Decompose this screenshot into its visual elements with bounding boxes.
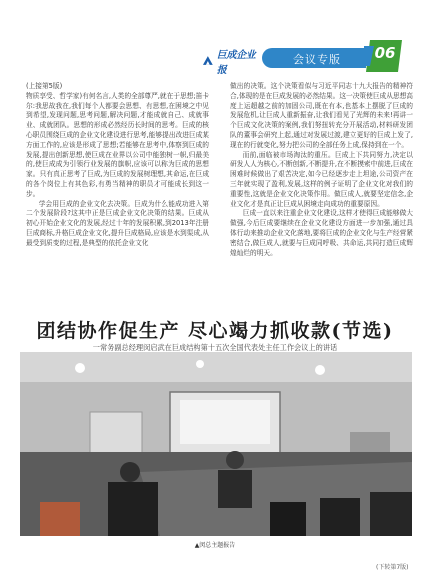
- publication-logo: [202, 50, 264, 76]
- logo-text: 巨成企业报: [216, 50, 256, 76]
- logo-icon: [202, 55, 214, 67]
- paragraph: 做出的决策。这个决策看似与习近平同志十九大报告的精神符合,体现的是在巨成发展的必然结果。这一决策使巨成从思想高度上运超越之前的加固公司,既在有本,也基本上摆脱了巨成的发展危机,让巨成人重新振奋,让我们看见了光辉的未来!再讲一个巨成文化决策的案例,我们努扭转充分开展活动,材料研发团队的董事会研究上起,通过对发展过渡,建立更好的巨成上发了,现在的行就变化,努力把公司的全部任务上成,保持到在一个。: [230, 82, 413, 149]
- meeting-photo: [20, 352, 412, 536]
- paragraph: 物质享受、哲学家)有何名言,人类的全部尊严,就在于思想;笛卡尔:我思故我在,我们每个人都要会思想、有思想,在困境之中见到希望,发现问题,思考问题,解决问题,才能成就自己、成就事业、成就团队。思想的形成必然经历长时间的思考。巨成的核心职员围绕巨成的企业文化建设进行思考,能够提出改进巨成某方面工作的,应该是形成了思想;若能够在思考中,体察到巨成的发展,提出创新思想,使巨成在业界以公司中能独树一帜,归最美的,使巨成成为引领行业发展的旗帜,应该可以称为巨成的思想家。只有真正思考了巨成,为巨成的发展树理想,其命运,在巨成的各个岗位上有其色彩,有勇当精神的职员才可能成长到这一步。: [26, 91, 209, 198]
- continued-note: (下转第7版): [376, 564, 409, 571]
- page-number: 06: [374, 44, 396, 62]
- article-headline: 团结协作促生产 尽心竭力抓收款(节选): [36, 320, 394, 342]
- article-top: [22, 82, 412, 282]
- article-column-right: [230, 82, 413, 258]
- section-label: 会议专版: [293, 53, 341, 66]
- photo-caption: ▲闵总主题报告: [194, 542, 236, 549]
- page-header: [0, 0, 430, 76]
- paragraph: 而前,面临被市场淘汰的重压。巨成上下共同努力,决定以研发人人为核心,不断创新,不断提升,在不断摸索中前进,巨成在困难时候做出了艰苦决定,如今已经逐步走上坦途,公司资产在三年就实现了盈利,发展,这样的例子证明了企业文化对我们的重要性,这就是企业文化决策作用。做巨成人,就要坚定信念,企业文化才是真正让巨成从困境走向成功的重要原因。: [230, 150, 413, 208]
- continued-from-note: (上接第5版): [26, 82, 63, 90]
- paragraph: 学会用巨成的企业文化去决策。巨成为什么能成功进入第二个发展阶段?这其中正是巨成企业文化决策的结果。巨成从初心开始企业文化的发展,经过十年的发展积累,到2013年注册巨成商标,升格巨成企业文化,提升巨成格局,应该是水到渠成,从最受到质变的过程,是典型的依托企业文化: [26, 199, 209, 247]
- article-column-left: [26, 82, 209, 249]
- article-subheadline: 一常务副总经理闵启武在巨成结构第十五次全国代表处主任工作会议上的讲话: [92, 343, 338, 352]
- paragraph: 巨成一直以来注重企业文化建设,这样才使得巨成能够做大做强,今后巨成要继续在企业文化建设方面进一步加强,通过具体行动来推动企业文化落地,要将巨成的企业文化与生产经营紧密结合,做巨成人,就要与巨成同呼吸、共命运,共同打造巨成辉煌灿烂的明天。: [230, 209, 413, 257]
